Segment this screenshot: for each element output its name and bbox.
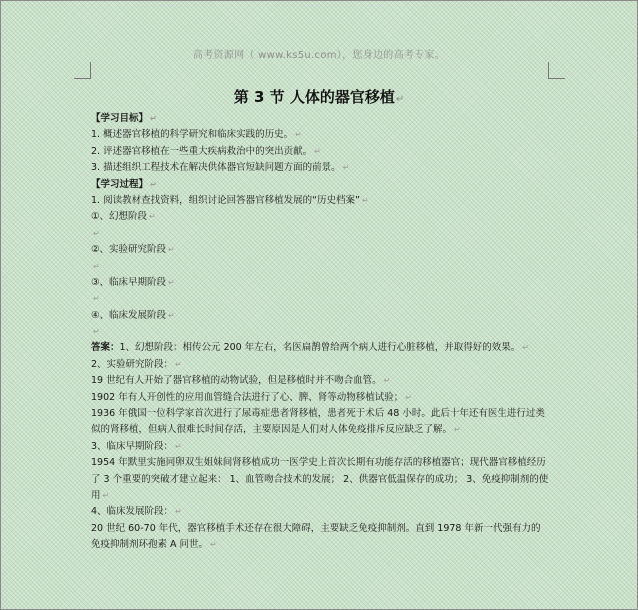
goal-item: 1. 概述器官移植的科学研究和临床实践的历史。 ↵ bbox=[91, 129, 302, 141]
stage-item: ②、实验研究阶段 ↵ bbox=[91, 244, 175, 256]
stage-item: ④、临床发展阶段 ↵ bbox=[91, 309, 175, 321]
goal-item: 2. 评述器官移植在一些重大疾病救治中的突出贡献。 ↵ bbox=[91, 145, 321, 157]
crop-mark-top-left bbox=[74, 62, 91, 79]
answer-line: 1902 年有人开创性的应用血管缝合法进行了心、脾、肾等动物移植试验； ↵ bbox=[91, 391, 412, 403]
answer-line: 1954 年默里实施同卵双生姐妹间肾移植成功一医学史上首次长期有功能存活的移植器官；现代器官移植经历了 3 个重要的突破才建立起来： 1、血管吻合技术的发展； 2、供器官低温保存的成功； 3、免疫抑制剂的使用 ↵ bbox=[91, 457, 549, 502]
blank-line: ↵ bbox=[93, 294, 100, 304]
answer-line: 19 世纪有人开始了器官移植的动物试验，但是移植时并不吻合血管。 ↵ bbox=[91, 375, 391, 387]
answer-paragraph: 答案：1、幻想阶段：相传公元 200 年左右，名医扁鹊曾给两个病人进行心脏移植，并取得好的效果。 ↵ bbox=[91, 342, 529, 354]
answer-line: 3、临床早期阶段： ↵ bbox=[91, 440, 182, 452]
stage-item: ③、临床早期阶段 ↵ bbox=[91, 276, 175, 288]
answer-line: 20 世纪 60-70 年代，器官移植手术还存在很大障碍，主要缺乏免疫抑制剂。直到 1978 年新一代强有力的免疫抑制剂环孢素 A 问世。 ↵ bbox=[91, 522, 541, 551]
paragraph-mark-icon: ↵ bbox=[395, 94, 405, 105]
answer-line: 2、实验研究阶段： ↵ bbox=[91, 358, 182, 370]
answer-line: 4、临床发展阶段： ↵ bbox=[91, 506, 182, 518]
blank-line: ↵ bbox=[93, 327, 100, 337]
answer-line: 1936 年俄国一位科学家首次进行了尿毒症患者肾移植，患者死于术后 48 小时。此后十年还有医生进行过类似的肾移植，但病人很难长时间存活，主要原因是人们对人体免疫排斥反应缺乏了解。 ↵ bbox=[91, 408, 545, 436]
process-heading: 【学习过程】 ↵ bbox=[91, 178, 157, 190]
document-body[interactable] bbox=[91, 111, 549, 554]
document-title-text: 第 3 节 人体的器官移植 bbox=[233, 88, 395, 106]
answer-label: 答案： bbox=[91, 342, 120, 354]
stage-item: ①、幻想阶段 ↵ bbox=[91, 211, 156, 223]
goal-heading: 【学习目标】 ↵ bbox=[91, 113, 157, 124]
page-header: 高考资源网（ www.ks5u.com），您身边的高考专家。 bbox=[192, 50, 446, 61]
blank-line: ↵ bbox=[93, 261, 100, 271]
task-text: 1. 阅读教材查找资料，组织讨论回答器官移植发展的“历史档案” ↵ bbox=[91, 194, 369, 206]
goal-item: 3. 描述组织工程技术在解决供体器官短缺问题方面的前景。 ↵ bbox=[91, 162, 350, 174]
document-title bbox=[0, 86, 638, 107]
crop-mark-top-right bbox=[548, 62, 565, 79]
blank-line: ↵ bbox=[93, 228, 100, 238]
